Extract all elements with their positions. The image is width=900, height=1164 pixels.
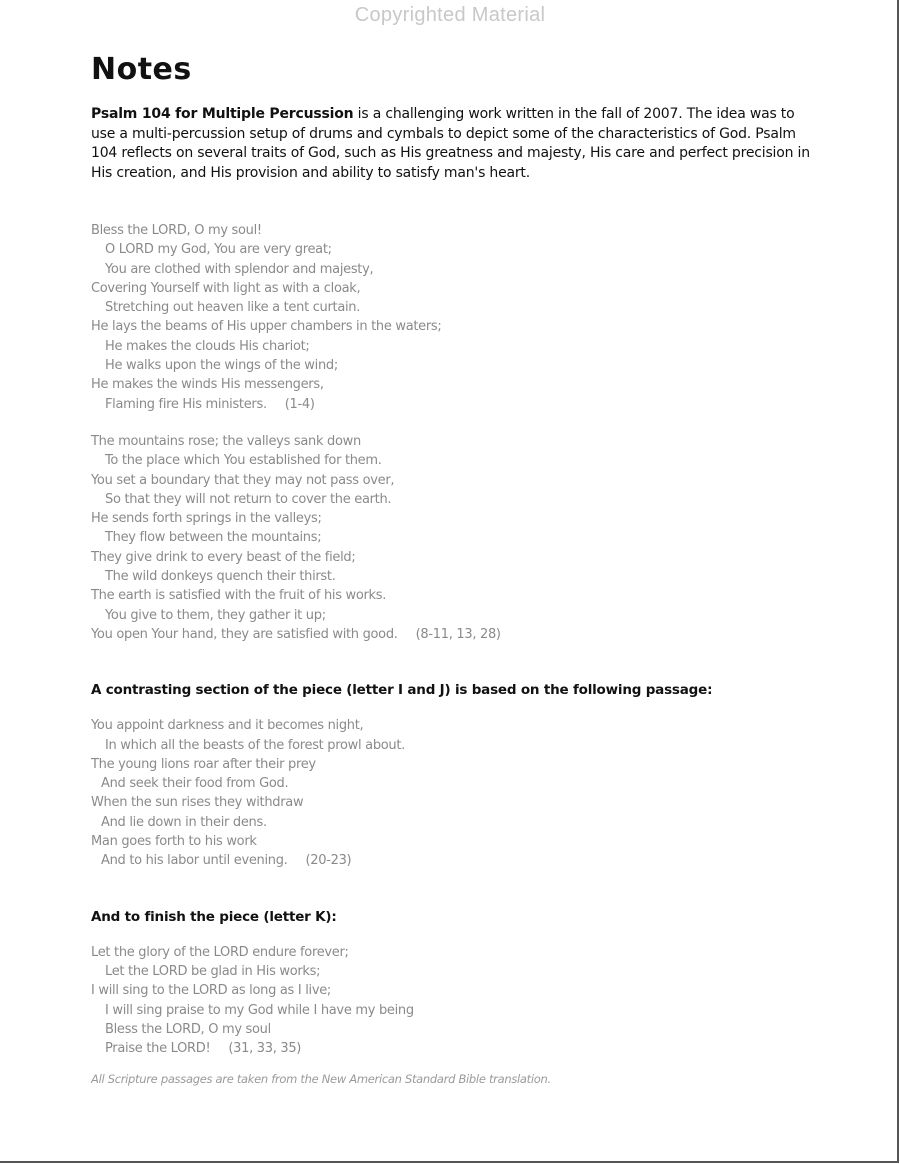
page-title: Notes [91,52,192,87]
passage-1 [91,221,816,414]
verse-reference: (8-11, 13, 28) [415,626,501,642]
verse-line: O LORD my God, You are very great; [105,242,332,258]
verse-line: He makes the clouds His chariot; [105,338,310,354]
verse-line-text: You open Your hand, they are satisfied with good. [91,626,398,642]
verse-reference: (31, 33, 35) [228,1041,302,1057]
passage-4 [91,943,816,1059]
verse-line: You are clothed with splendor and majesty, [105,261,374,277]
verse-line-last [91,395,816,414]
verse-line: I will sing praise to my God while I have my being [105,1002,414,1018]
verse-line: I will sing to the LORD as long as I live; [91,983,332,999]
section-heading-contrasting: A contrasting section of the piece (letter I and J) is based on the following passage: [91,682,713,699]
verse-line: Covering Yourself with light as with a cloak, [91,280,361,296]
copyright-watermark: Copyrighted Material [354,4,546,26]
verse-line-last [91,625,816,644]
scripture-footnote: All Scripture passages are taken from the New American Standard Bible translation. [91,1072,551,1087]
verse-line: Stretching out heaven like a tent curtain. [105,300,361,316]
verse-line: You give to them, they gather it up; [105,607,326,623]
verse-line: Let the LORD be glad in His works; [105,963,321,979]
verse-line: In which all the beasts of the forest prowl about. [105,737,405,753]
verse-line: You set a boundary that they may not pass over, [91,472,395,488]
verse-line: Man goes forth to his work [91,834,257,850]
verse-line-text: Praise the LORD! [105,1041,211,1057]
verse-line: They give drink to every beast of the field; [91,549,356,565]
verse-line: The mountains rose; the valleys sank down [91,433,361,449]
verse-line: He walks upon the wings of the wind; [105,358,338,374]
verse-line: The earth is satisfied with the fruit of his works. [91,588,387,604]
verse-reference: (1-4) [284,396,315,412]
verse-line: To the place which You established for them. [105,453,382,469]
verse-line: He lays the beams of His upper chambers in the waters; [91,319,442,335]
intro-paragraph [91,105,816,183]
verse-line: They flow between the mountains; [105,530,322,546]
verse-line: He sends forth springs in the valleys; [91,511,322,527]
passage-3 [91,716,816,870]
verse-line: Let the glory of the LORD endure forever; [91,944,349,960]
verse-line: Bless the LORD, O my soul! [91,223,262,238]
verse-line-text: Flaming fire His ministers. [105,396,267,412]
notes-page [91,52,816,1098]
verse-line: So that they will not return to cover the earth. [105,491,392,507]
verse-line: When the sun rises they withdraw [91,795,304,811]
verse-line: The wild donkeys quench their thirst. [105,569,336,585]
verse-line-text: And to his labor until evening. [101,853,288,869]
verse-reference: (20-23) [305,853,352,869]
verse-line: And lie down in their dens. [101,814,267,830]
verse-line: The young lions roar after their prey [91,756,316,772]
section-heading-finish: And to finish the piece (letter K): [91,908,337,925]
intro-lead: Psalm 104 for Multiple Percussion [91,106,354,122]
verse-line-last [91,851,816,870]
verse-line: He makes the winds His messengers, [91,377,324,393]
verse-line: And seek their food from God. [101,776,289,792]
intro-text: is a challenging work written in the fall of 2007. The idea was to use a multi-percussion setup of drums and cymbals to depict some of the characteristics of God. Psalm 104 reflects on several traits of God, such as His greatness and majesty, His care and perfect precision in His creation, and His provision and ability to satisfy man's heart. [91,106,810,181]
verse-line: Bless the LORD, O my soul [105,1021,271,1037]
passage-2 [91,432,816,644]
verse-line: You appoint darkness and it becomes night, [91,718,364,734]
verse-line-last [91,1039,816,1058]
